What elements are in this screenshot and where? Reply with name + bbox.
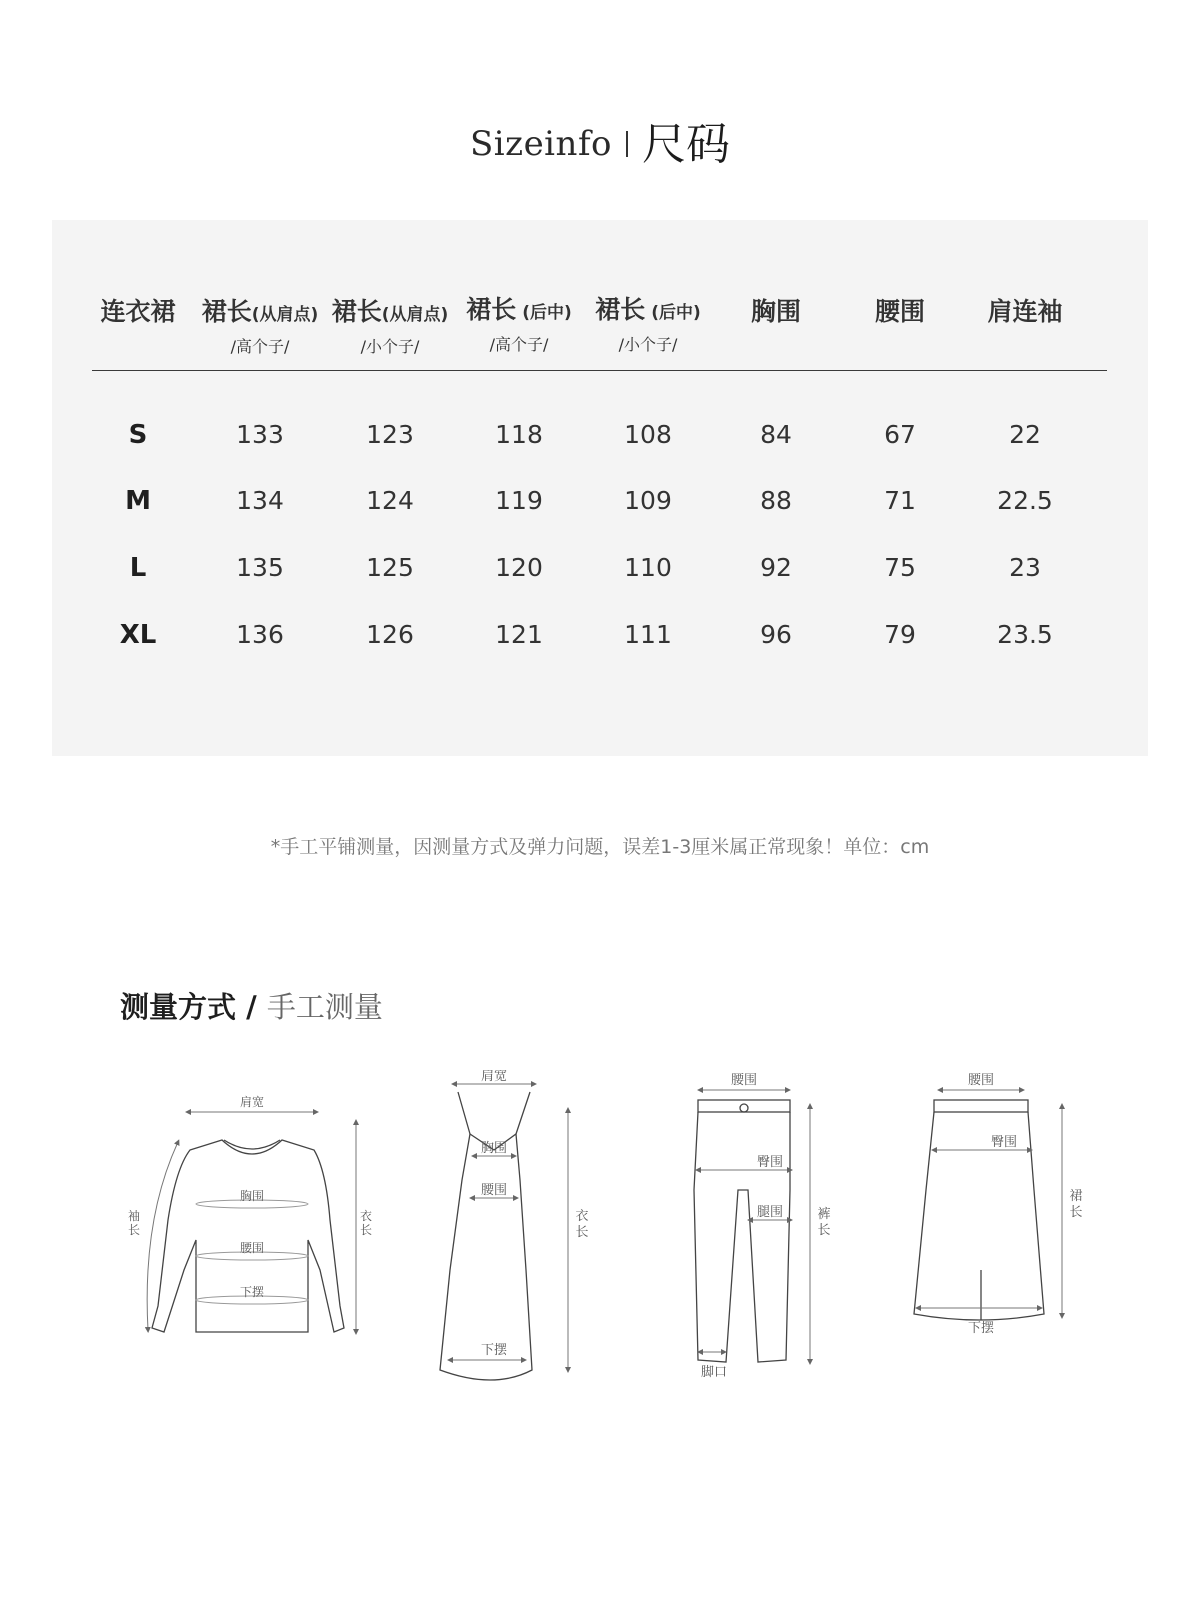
top-sleeve-label-2: 长 (127, 1223, 141, 1237)
skirt-hem-label: 下摆 (967, 1321, 995, 1336)
dress-length-label-2: 长 (575, 1225, 589, 1240)
skirt-waist-label: 腰围 (967, 1073, 995, 1088)
dress-hem-label: 下摆 (480, 1343, 508, 1358)
top-shoulder-label: 肩宽 (239, 1095, 265, 1109)
measurement-diagrams (0, 1070, 1200, 1430)
dress-length-label-1: 衣 (575, 1209, 589, 1224)
title-divider (626, 131, 628, 157)
header-cell: 裙长(从肩点) /小个子/ (331, 297, 449, 356)
header-cell: 裙长 (后中) /高个子/ (466, 295, 572, 354)
top-sleeve-label-1: 袖 (127, 1209, 141, 1223)
header-cell: 连衣裙 (100, 297, 176, 326)
header-divider (92, 370, 1107, 371)
skirt-diagram (914, 1090, 1062, 1320)
pants-leg-opening-label: 脚口 (700, 1365, 728, 1380)
table-row: XL 136 126 121 111 96 79 23.5 (119, 620, 1053, 650)
table-row: M 134 124 119 109 88 71 22.5 (125, 486, 1053, 516)
title-english: Sizeinfo (469, 124, 613, 164)
skirt-hip-label: 臀围 (990, 1135, 1018, 1150)
skirt-length-label-2: 长 (1069, 1205, 1083, 1220)
size-table (52, 220, 1148, 756)
header-cell: 腰围 (874, 297, 926, 326)
top-length-label-1: 衣 (359, 1209, 373, 1223)
table-row: L 135 125 120 110 92 75 23 (129, 553, 1041, 583)
dress-diagram (440, 1084, 568, 1380)
top-hem-label: 下摆 (239, 1285, 265, 1299)
dress-waist-label: 腰围 (480, 1183, 508, 1198)
pants-diagram (694, 1090, 810, 1362)
header-cell: 肩连袖 (987, 297, 1063, 326)
pants-thigh-label: 腿围 (756, 1205, 784, 1220)
pants-hip-label: 臀围 (756, 1155, 784, 1170)
table-header (52, 220, 1148, 370)
table-row: S 133 123 118 108 84 67 22 (128, 420, 1041, 450)
header-cell: 裙长(从肩点) /高个子/ (201, 297, 319, 356)
top-length-label-2: 长 (359, 1223, 373, 1237)
title-chinese: 尺码 (642, 119, 731, 170)
pants-length-label-1: 裤 (817, 1207, 831, 1222)
top-chest-label: 胸围 (239, 1189, 265, 1203)
header-cell: 胸围 (750, 297, 802, 326)
section-heading: 测量方式 / 手工测量 (120, 990, 383, 1024)
measurement-note: *手工平铺测量，因测量方式及弹力问题，误差1-3厘米属正常现象！单位：cm (270, 836, 930, 858)
dress-shoulder-label: 肩宽 (480, 1070, 508, 1084)
top-diagram (147, 1112, 356, 1332)
dress-chest-label: 胸围 (480, 1141, 508, 1156)
pants-waist-label: 腰围 (730, 1073, 758, 1088)
header-cell: 裙长 (后中) /小个子/ (595, 295, 701, 354)
top-waist-label: 腰围 (239, 1241, 265, 1255)
pants-length-label-2: 长 (817, 1223, 831, 1238)
skirt-length-label-1: 裙 (1069, 1189, 1083, 1204)
page-title (0, 108, 1200, 172)
